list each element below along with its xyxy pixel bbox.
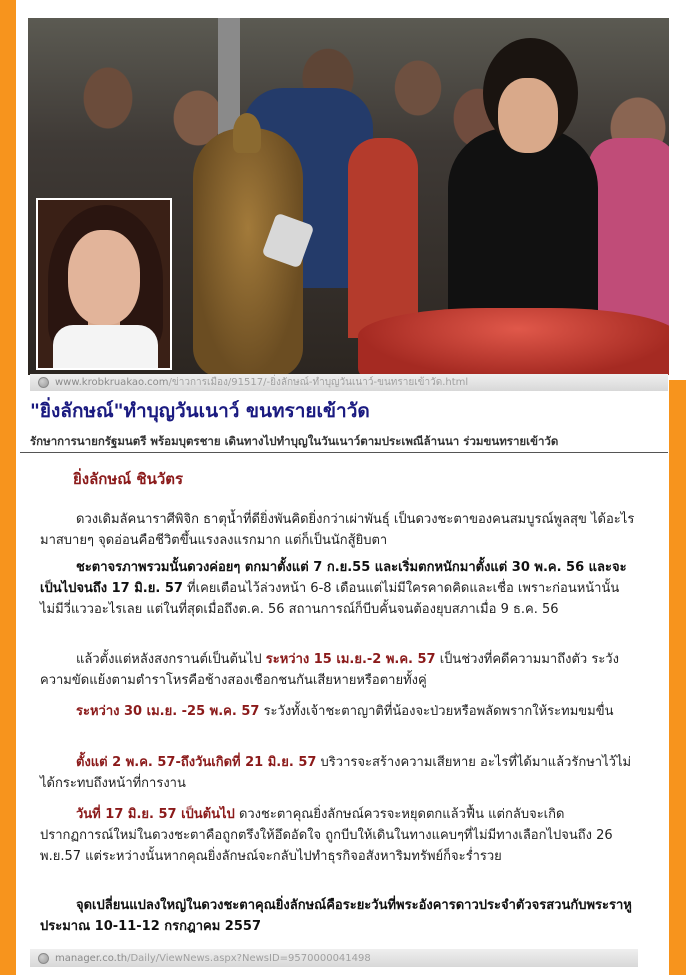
highlighted-date: ตั้งแต่ 2 พ.ค. 57-ถึงวันเกิดที่ 21 มิ.ย. 57 — [76, 755, 317, 770]
source-url-bar[interactable] — [30, 949, 638, 967]
left-orange-border — [0, 0, 16, 975]
paragraph-text: ดวงชะตาคุณยิ่งลักษณ์ควรจะหยุดตกแล้วฟื้น แต่กลับจะเกิดปรากฏการณ์ใหม่ในดวงชะตาคือถูกตรึงให้อึดอัดใจ ถูกบีบให้เดินในทางแคบๆที่ไม่มีทางเลือกไปจนถึง 26 พ.ย.57 แต่ระหว่างนั้นหากคุณยิ่งลักษณ์จะกลับไปทำธุรกิจอสังหาริมทรัพย์ก็จะร่ำรวย — [40, 807, 613, 864]
globe-icon — [38, 377, 49, 388]
paragraph-text: เป็นช่วงที่คดีความมาถึงตัว ระวังความขัดแย้งตามตำราโหรคือช้างสองเชือกชนกันเสียหายหรือตายทั้งคู่ — [40, 652, 619, 688]
highlighted-date: ระหว่าง 15 เม.ย.-2 พ.ค. 57 — [265, 652, 436, 667]
paragraph — [40, 509, 636, 551]
paragraph — [40, 701, 636, 722]
portrait-face — [68, 230, 140, 325]
onlooker-figure — [348, 138, 418, 338]
source-domain[interactable]: manager.co.th — [55, 952, 128, 964]
portrait-collar — [53, 325, 158, 370]
paragraph — [40, 804, 636, 867]
paragraph — [40, 649, 636, 691]
news-photo — [28, 18, 669, 375]
paragraph-text: แล้วตั้งแต่หลังสงกรานต์เป็นต้นไป — [76, 652, 266, 667]
divider — [20, 452, 668, 453]
subheadline: รักษาการนายกรัฐมนตรี พร้อมบุตรชาย เดินทางไปทำบุญในวันเนาว์ตามประเพณีล้านนา ร่วมขนทรายเข้าวัด — [30, 434, 559, 448]
headline: "ยิ่งลักษณ์"ทำบุญวันเนาว์ ขนทรายเข้าวัด — [30, 400, 370, 422]
globe-icon — [38, 953, 49, 964]
source-path[interactable]: /Daily/ViewNews.aspx?NewsID=9570000041498 — [127, 952, 371, 964]
buddha-statue-top — [233, 113, 261, 153]
highlighted-date: วันที่ 17 มิ.ย. 57 เป็นต้นไป — [76, 807, 235, 822]
paragraph-text: ระวังทั้งเจ้าชะตาญาติที่น้องจะป่วยหรือพลัดพรากให้ระทมขมขื่น — [259, 704, 614, 719]
highlighted-date: ระหว่าง 30 เม.ย. -25 พ.ค. 57 — [76, 704, 260, 719]
person-name: ยิ่งลักษณ์ ชินวัตร — [73, 470, 184, 488]
paragraph-text: ดวงเดิมลัคนาราศีพิจิก ธาตุน้ำที่ดียิ่งพันคิดยิ่งกว่าเผ่าพันธุ์ เป็นดวงชะตาของคนสมบูรณ์พูลสุข ได้อะไรมาสบายๆ จุดอ่อนคือชีวิตขึ้นแรงลงแรกมาก แต่ก็เป็นนักสู้ยิบตา — [40, 512, 635, 548]
paragraph — [40, 752, 636, 794]
paragraph-bold-text: จุดเปลี่ยนแปลงใหญ่ในดวงชะตาคุณยิ่งลักษณ์คือระยะวันที่พระอังคารดาวประจำตัวจรสวนกับพระราหูประมาณ 10-11-12 กรกฎาคม 2557 — [40, 898, 632, 934]
right-orange-border — [669, 380, 686, 975]
paragraph-text: บริวารจะสร้างความเสียหาย อะไรที่ได้มาแล้วรักษาไว้ไม่ได้กระทบถึงหน้าที่การงาน — [40, 755, 632, 791]
source-path[interactable]: /ข่าวการเมือง/91517/-ยิ่งลักษณ์-ทำบุญวันเนาว์-ขนทรายเข้าวัด.html — [168, 377, 469, 388]
ceremonial-bowl — [358, 308, 669, 375]
portrait-inset — [36, 198, 172, 370]
paragraph-bold-text: ชะตาจรภาพรวมนั้นดวงค่อยๆ ตกมาตั้งแต่ 7 ก.ย.55 และเริ่มตกหนักมาตั้งแต่ 30 พ.ค. 56 และจะเป็นไปจนถึง 17 มิ.ย. 57 — [40, 560, 627, 596]
source-url-bar[interactable] — [30, 374, 668, 391]
woman-face — [498, 78, 558, 153]
paragraph — [40, 557, 636, 620]
source-domain[interactable]: www.krobkruakao.com — [55, 377, 169, 388]
paragraph — [40, 895, 636, 937]
paragraph-text: ที่เคยเตือนไว้ล่วงหน้า 6-8 เดือนแต่ไม่มีใครคาดคิดและเชื่อ เพราะก่อนหน้านั้นไม่มีวี่แววอะไรเลย แต่ในที่สุดเมื่อถึงต.ค. 56 สถานการณ์ก็บีบคั้นจนต้องยุบสภาเมื่อ 9 ธ.ค. 56 — [40, 581, 620, 617]
